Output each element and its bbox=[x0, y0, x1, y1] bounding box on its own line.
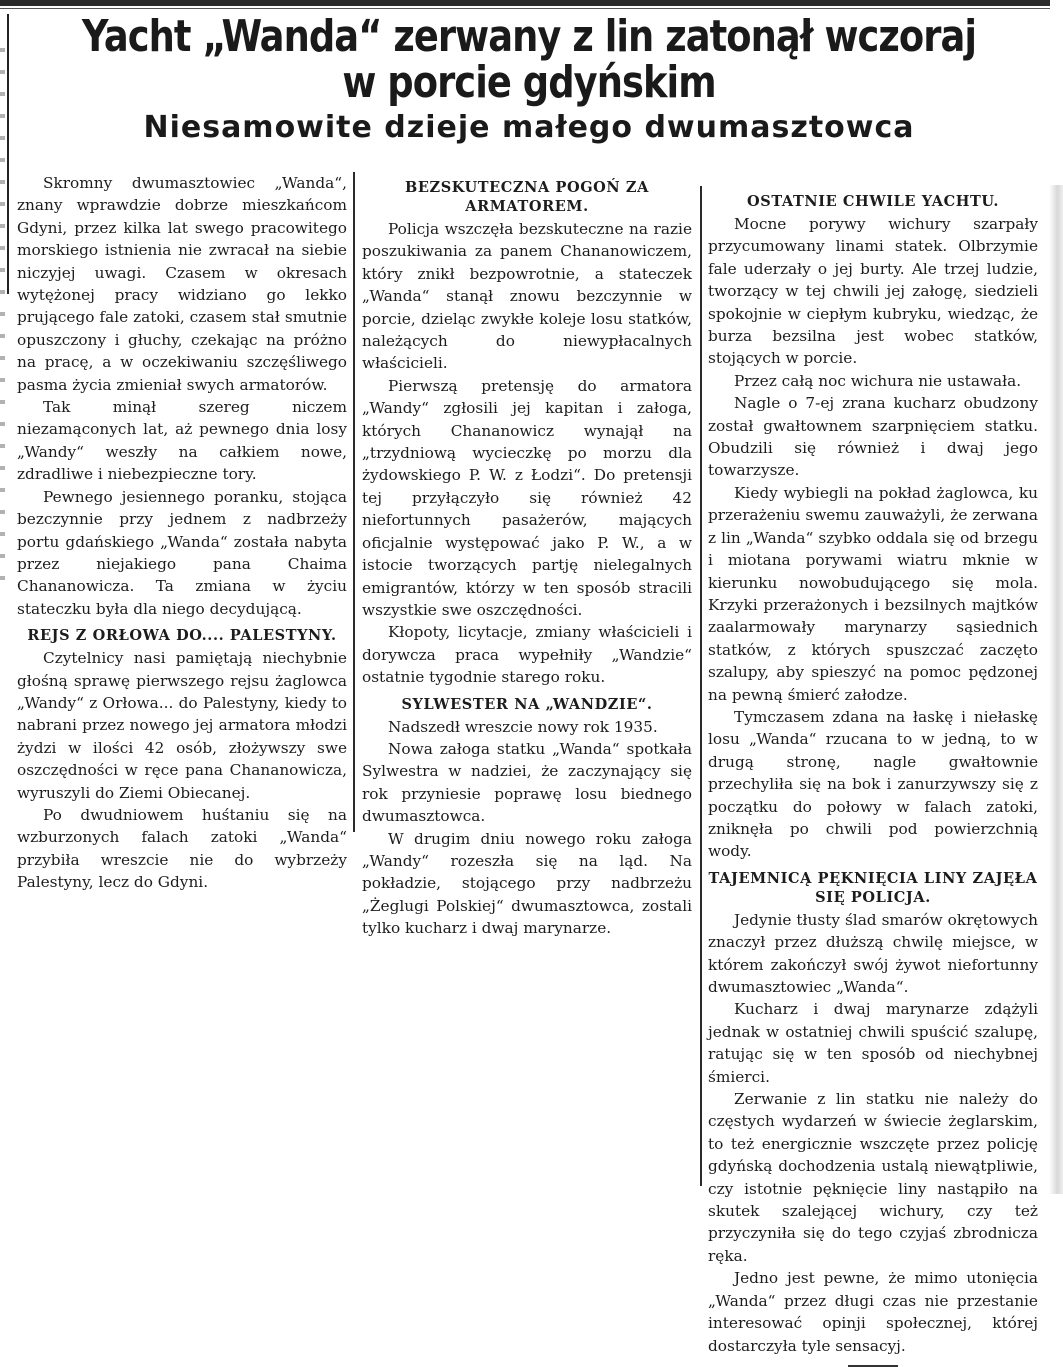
adjacent-column-fragment bbox=[0, 30, 5, 590]
paragraph: Tak minął szereg niczem niezamąconych lat, aż pewnego dnia losy „Wandy“ weszły na całkiem nowe, zdradliwe i niebezpieczne tory. bbox=[17, 398, 347, 484]
page-edge-shadow bbox=[1049, 185, 1063, 1194]
section-heading: SYLWESTER NA „WANDZIE“. bbox=[401, 695, 653, 713]
column-3 bbox=[708, 186, 1038, 1367]
paragraph: Pierwszą pretensję do armatora „Wandy“ zgłosili jej kapitan i załoga, których Chananowicz wynajął na „trzydniową wycieczkę po morzu dla żydowskiego P. W. z Łodzi“. Do pretensji tej przyłączyło się również 42 niefortunnych pasażerów, mających oficjalnie występować jako P. W., a w istocie tworzących partję nielegalnych emigrantów, którzy w ten sposób stracili wszystkie swe oszczędności. bbox=[362, 376, 692, 619]
top-rule-thin bbox=[0, 8, 1050, 9]
paragraph: Nowa załoga statku „Wanda“ spotkała Sylwestra w nadziei, że zaczynający się rok przyniesie poprawę losu biednego dwumasztowca. bbox=[362, 739, 692, 826]
paragraph: Jedno jest pewne, że mimo utonięcia „Wanda“ przez długi czas nie przestanie interesować opinji społecznej, której dostarczyła tyle sensacyj. bbox=[708, 1269, 1038, 1355]
section-heading: REJS Z ORŁOWA DO.... PALESTYNY. bbox=[27, 627, 337, 645]
paragraph: Czytelnicy nasi pamiętają niechybnie głośną sprawę pierwszego rejsu żaglowca „Wandy“ z Orłowa... do Palestyny, kiedy to nabrani przez nowego jej armatora młodzi żydzi w ilości 42 osób, złożywszy swe oszczędności w ręce pana Chananowicza, wyruszyli do Ziemi Obiecanej. bbox=[17, 649, 347, 802]
paragraph: Tymczasem zdana na łaskę i niełaskę losu „Wanda“ rzucana to w jedną, to w drugą stronę, nagle gwałtownie przechyliła się na bok i zanurzywszy się z początku do połowy w falach zatoki, zniknęła po chwili pod powierzchnią wody. bbox=[708, 707, 1038, 861]
paragraph: Nagle o 7-ej zrana kucharz obudzony został gwałtownem szarpnięciem statku. Obudzili się również i dwaj jego towarzysze. bbox=[708, 394, 1038, 480]
section-heading: OSTATNIE CHWILE YACHTU. bbox=[747, 193, 999, 210]
paragraph: Jedynie tłusty ślad smarów okrętowych znaczył przez dłuższą chwilę miejsce, w którem zakończył swój żywot niefortunny dwumasztowiec „Wanda“. bbox=[708, 910, 1038, 996]
paragraph: Kucharz i dwaj marynarze zdążyli jednak w ostatniej chwili spuścić szalupę, ratując się w ten sposób od niechybnej śmierci. bbox=[708, 1000, 1038, 1086]
paragraph: Po dwudniowem huśtaniu się na wzburzonych falach zatoki „Wanda“ przybiła wreszcie nie do wybrzeży Palestyny, lecz do Gdyni. bbox=[17, 805, 347, 892]
paragraph: Skromny dwumasztowiec „Wanda“, znany wprawdzie dobrze mieszkańcom Gdyni, przez kilka lat swego pracowitego morskiego istnienia nie zwracał na siebie niczyjej uwagi. Czasem w okresach wytężonej pracy widziano go lekko prującego fale zatoki, czasem stał smutnie opuszczony i głuchy, czekając na próżno na pracę, a w oczekiwaniu szczęśliwego pasma życia zmieniał swych armatorów. bbox=[17, 174, 347, 394]
paragraph: Kłopoty, licytacje, zmiany właścicieli i dorywcza praca wypełniły „Wandzie“ ostatnie tygodnie starego roku. bbox=[362, 623, 692, 687]
paragraph: Pewnego jesiennego poranku, stojąca bezczynnie przy jednem z nadbrzeży portu gdańskiego „Wanda“ została nabyta przez niejakiego pana Chaima Chananowicza. Ta zmiana w życiu stateczku była dla niego decydującą. bbox=[17, 487, 347, 618]
column-1 bbox=[17, 172, 347, 894]
paragraph: Zerwanie z lin statku nie należy do częstych wydarzeń w świecie żeglarskim, to też energicznie wszczęte przez policję gdyńską dochodzenia ustalą niewątpliwie, czy istotnie pęknięcie liny nastąpiło na skutek szalejącej wichury, czy też przyczyniła się do tego czyjaś zbrodnicza ręka. bbox=[708, 1090, 1038, 1265]
paragraph: Przez całą noc wichura nie ustawała. bbox=[734, 371, 1022, 390]
headline-line-2: w porcie gdyńskim bbox=[342, 57, 716, 108]
headline-line-1: Yacht „Wanda“ zerwany z lin zatonął wczoraj bbox=[81, 11, 977, 62]
column-2 bbox=[362, 172, 692, 940]
paragraph: Mocne porywy wichury szarpały przycumowany linami statek. Olbrzymie fale uderzały o jej burty. Ale trzej ludzie, tworzący w tej chwili jej załogę, siedzieli spokojnie w ciepłym kubryku, wiedząc, że burza bezsilna jest wobec statków, stojących w porcie. bbox=[708, 215, 1038, 368]
article-headline bbox=[14, 11, 1044, 146]
section-heading: BEZSKUTECZNA POGOŃ ZA ARMATOREM. bbox=[405, 179, 649, 215]
paragraph: Nadszedł wreszcie nowy rok 1935. bbox=[388, 717, 658, 736]
top-rule bbox=[0, 0, 1050, 6]
left-column-rule bbox=[7, 14, 9, 294]
column-divider-1 bbox=[353, 172, 355, 832]
column-divider-2 bbox=[700, 186, 702, 1186]
headline-subtitle: Niesamowite dzieje małego dwumasztowca bbox=[143, 110, 915, 145]
section-heading: TAJEMNICĄ PĘKNIĘCIA LINY ZAJĘŁA SIĘ POLICJA. bbox=[708, 869, 1038, 906]
paragraph: W drugim dniu nowego roku załoga „Wandy“ rozeszła się na ląd. Na pokładzie, stojącego przy nadbrzeżu „Żeglugi Polskiej“ dwumasztowca, zostali tylko kucharz i dwaj marynarze. bbox=[362, 829, 692, 938]
paragraph: Kiedy wybiegli na pokład żaglowca, ku przerażeniu swemu zauważyli, że zerwana z lin „Wanda“ szybko oddala się od brzegu i miotana porywami wiatru mknie w kierunku nowobudującego się mola. Krzyki przerażonych i bezsilnych majtków zaalarmowały marynarzy sąsiednich statków, z których spuszczać zaczęto szalupy, aby spieszyć na pomoc pędzonej na pewną śmierć załodze. bbox=[708, 483, 1038, 704]
paragraph: Policja wszczęła bezskuteczne na razie poszukiwania za panem Chananowiczem, który znikł bezpowrotnie, a stateczek „Wanda“ stanął znowu bezczynnie w porcie, dzieląc zwykłe koleje losu statków, należących do niewypłacalnych właścicieli. bbox=[362, 220, 692, 373]
